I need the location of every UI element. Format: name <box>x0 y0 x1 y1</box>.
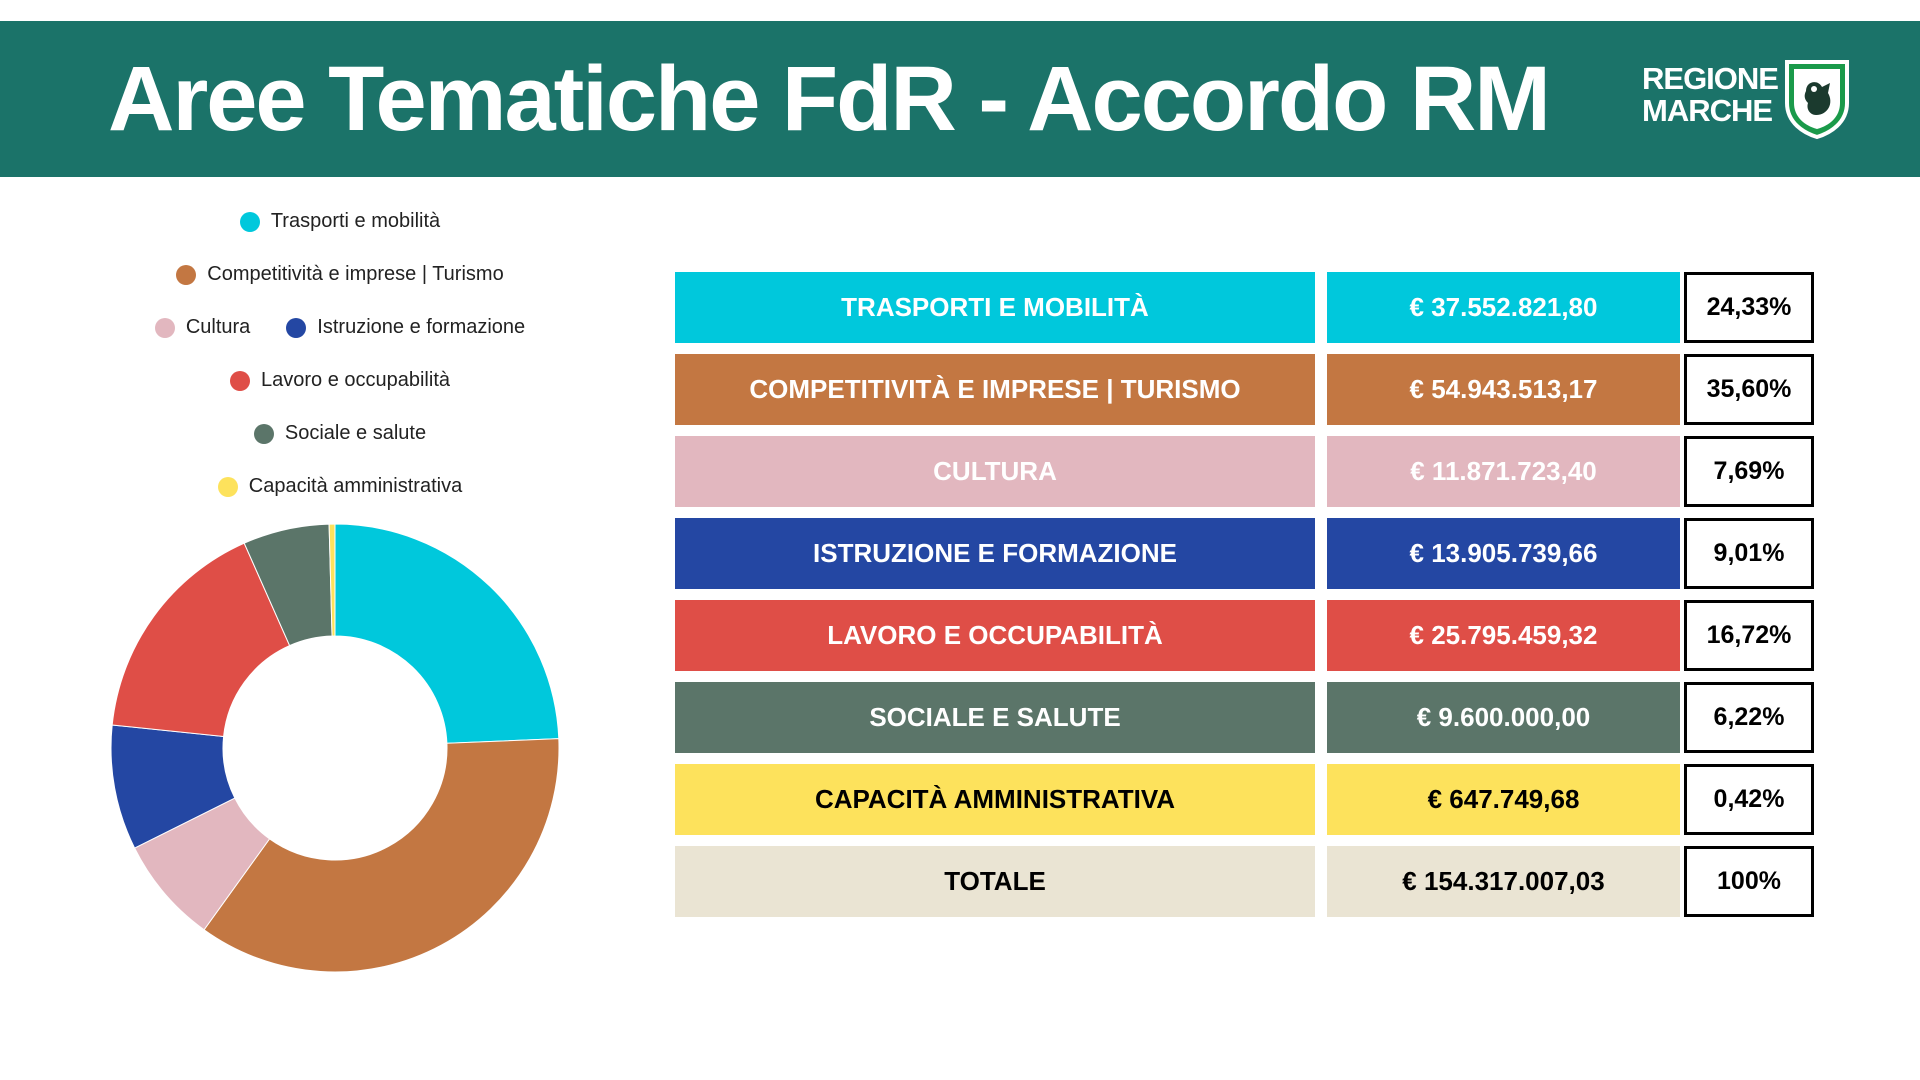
table-row <box>675 600 1813 671</box>
logo-line-2: MARCHE <box>1642 93 1773 128</box>
legend-label: Capacità amministrativa <box>248 475 463 497</box>
donut-slice <box>335 524 559 743</box>
area-name-cell: CULTURA <box>675 436 1315 507</box>
legend-item <box>218 475 462 498</box>
amount-cell: € 154.317.007,03 <box>1327 846 1680 917</box>
table-row <box>675 518 1813 589</box>
legend-label: Sociale e salute <box>284 422 427 444</box>
legend-item <box>155 316 250 339</box>
percentage-cell: 16,72% <box>1684 600 1814 671</box>
legend-label: Lavoro e occupabilità <box>260 369 450 391</box>
legend-item <box>286 316 525 339</box>
amount-cell: € 9.600.000,00 <box>1327 682 1680 753</box>
legend-swatch <box>230 371 250 391</box>
shield-icon <box>1784 59 1850 139</box>
area-name-cell: CAPACITÀ AMMINISTRATIVA <box>675 764 1315 835</box>
percentage-cell: 0,42% <box>1684 764 1814 835</box>
area-name-cell: SOCIALE E SALUTE <box>675 682 1315 753</box>
donut-chart <box>105 518 565 978</box>
regione-marche-logo <box>1642 59 1852 141</box>
percentage-cell: 9,01% <box>1684 518 1814 589</box>
table-row <box>675 354 1813 425</box>
legend-swatch <box>155 318 175 338</box>
amount-cell: € 11.871.723,40 <box>1327 436 1680 507</box>
legend-swatch <box>254 424 274 444</box>
legend-label: Competitività e imprese | Turismo <box>207 263 504 285</box>
area-name-cell: TRASPORTI E MOBILITÀ <box>675 272 1315 343</box>
table-row <box>675 682 1813 753</box>
page-title: Aree Tematiche FdR - Accordo RM <box>108 48 1549 150</box>
logo-line-1: REGIONE <box>1642 61 1778 96</box>
legend-item <box>254 422 426 445</box>
percentage-cell: 7,69% <box>1684 436 1814 507</box>
table-row <box>675 272 1813 343</box>
amount-cell: € 54.943.513,17 <box>1327 354 1680 425</box>
area-name-cell: COMPETITIVITÀ E IMPRESE | TURISMO <box>675 354 1315 425</box>
area-name-cell: TOTALE <box>675 846 1315 917</box>
logo-text <box>1642 63 1778 127</box>
chart-legend <box>100 195 580 513</box>
amount-cell: € 25.795.459,32 <box>1327 600 1680 671</box>
percentage-cell: 24,33% <box>1684 272 1814 343</box>
table-row <box>675 436 1813 507</box>
legend-label: Trasporti e mobilità <box>270 210 441 232</box>
amount-cell: € 647.749,68 <box>1327 764 1680 835</box>
legend-item <box>176 263 503 286</box>
table-row <box>675 764 1813 835</box>
legend-label: Istruzione e formazione <box>317 316 526 338</box>
legend-swatch <box>176 265 196 285</box>
amount-cell: € 37.552.821,80 <box>1327 272 1680 343</box>
legend-item <box>230 369 450 392</box>
legend-item <box>240 210 440 233</box>
legend-swatch <box>218 477 238 497</box>
table-row-total <box>675 846 1813 917</box>
area-name-cell: ISTRUZIONE E FORMAZIONE <box>675 518 1315 589</box>
legend-swatch <box>240 212 260 232</box>
percentage-cell: 100% <box>1684 846 1814 917</box>
percentage-cell: 6,22% <box>1684 682 1814 753</box>
header-banner <box>0 21 1920 177</box>
amount-cell: € 13.905.739,66 <box>1327 518 1680 589</box>
area-name-cell: LAVORO E OCCUPABILITÀ <box>675 600 1315 671</box>
percentage-cell: 35,60% <box>1684 354 1814 425</box>
legend-label: Cultura <box>185 316 251 338</box>
legend-swatch <box>286 318 306 338</box>
